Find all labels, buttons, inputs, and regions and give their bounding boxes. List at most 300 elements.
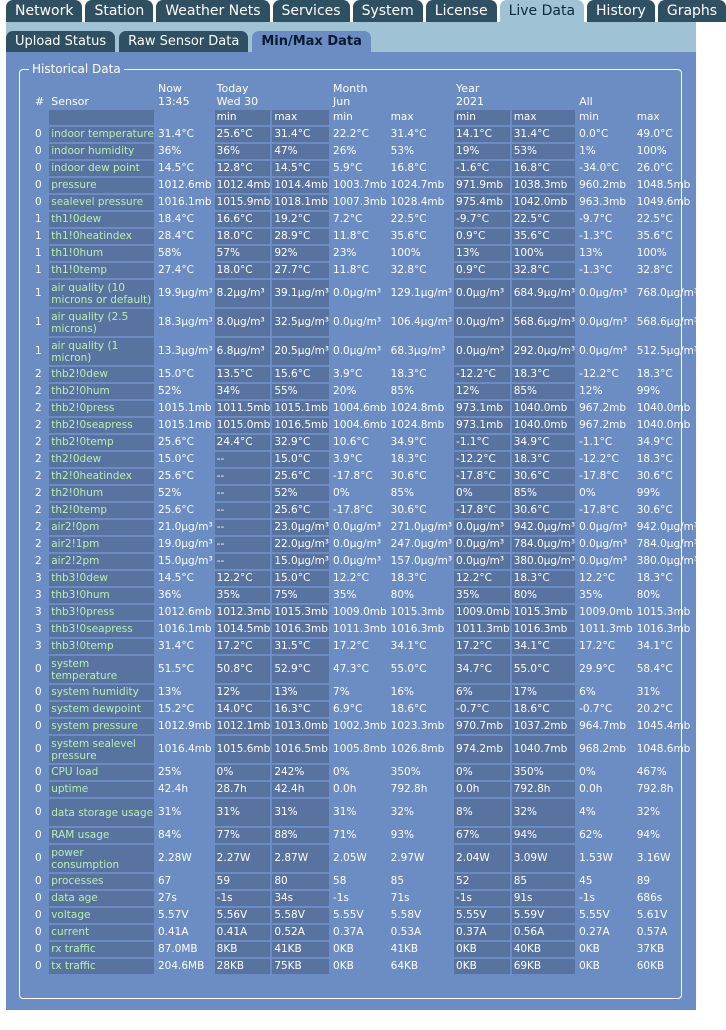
value-now: 15.0µg/m³ [157, 555, 213, 567]
value-year-max: 22.5°C [512, 212, 575, 227]
value-month-min: -1s [333, 892, 349, 904]
row-index: 3 [35, 572, 42, 584]
value-today-max: 16.3°C [272, 702, 329, 717]
value-year-min: -12.2°C [454, 452, 510, 467]
value-year-min: 35% [454, 588, 510, 603]
value-year-min: 13% [454, 246, 510, 261]
value-year-max: 53% [512, 144, 575, 159]
value-month-min: 31% [333, 806, 357, 818]
value-year-min: 0% [454, 486, 510, 501]
value-year-max: 40KB [512, 942, 575, 957]
row-index: 1 [35, 264, 42, 276]
value-now: 14.5°C [157, 572, 194, 584]
row-index: 0 [35, 766, 42, 778]
value-all-max: 1015.3mb [636, 606, 691, 618]
value-now: 5.57V [157, 909, 189, 921]
value-year-min: 0.0µg/m³ [454, 520, 510, 535]
table-row [33, 925, 698, 940]
value-month-min: 11.8°C [333, 264, 369, 276]
value-year-max: 18.3°C [512, 571, 575, 586]
header-today-label: Today [216, 82, 249, 95]
value-now: 28.4°C [157, 230, 194, 242]
table-row [33, 367, 698, 382]
value-year-max: 32.8°C [512, 263, 575, 278]
value-all-max: 35.6°C [636, 230, 673, 242]
value-today-max: 15.0°C [272, 452, 329, 467]
subheader-today-max: max [272, 110, 329, 125]
value-today-min: 13.5°C [215, 367, 271, 382]
sensor-name: th1!0dew [49, 212, 154, 227]
tab-license[interactable]: License [426, 0, 497, 22]
value-today-min: 8.0µg/m³ [215, 309, 271, 336]
sensor-name: thb3!0press [49, 605, 154, 620]
value-month-min: 5.9°C [333, 162, 363, 174]
tab-history[interactable]: History [587, 0, 655, 22]
value-year-max: 1040.0mb [512, 418, 575, 433]
value-month-max: 1023.3mb [390, 720, 445, 732]
value-all-max: 18.3°C [636, 368, 673, 380]
value-year-min: -9.7°C [454, 212, 510, 227]
value-month-max: 16.8°C [390, 162, 427, 174]
value-month-max: 85 [390, 875, 405, 887]
value-today-max: 20.5µg/m³ [272, 338, 329, 365]
value-today-max: 5.58V [272, 908, 329, 923]
subheader-all-max: max [636, 111, 660, 123]
value-all-min: 967.2mb [579, 402, 627, 414]
sensor-name: air quality (1 micron) [49, 338, 154, 365]
value-month-max: 30.6°C [390, 470, 427, 482]
table-row [33, 229, 698, 244]
tab-system[interactable]: System [353, 0, 423, 22]
value-now: 31% [157, 806, 182, 818]
row-index: 0 [35, 145, 42, 157]
value-month-min: 71% [333, 829, 357, 841]
value-all-max: 58.4°C [636, 663, 673, 675]
value-today-min: 24.4°C [215, 435, 271, 450]
value-month-min: 35% [333, 589, 357, 601]
value-today-max: 25.6°C [272, 469, 329, 484]
sensor-name: th1!0hum [49, 246, 154, 261]
table-row [33, 127, 698, 142]
sensor-name: tx traffic [49, 959, 154, 974]
value-now: 25.6°C [157, 470, 194, 482]
sensor-name: indoor humidity [49, 144, 154, 159]
value-today-max: 15.0µg/m³ [274, 555, 330, 567]
value-month-min: 6.9°C [333, 703, 363, 715]
value-now: 1016.1mb [157, 623, 212, 635]
value-all-max: 1048.5mb [636, 179, 691, 191]
value-today-max: 15.0°C [272, 571, 329, 586]
sensor-name: RAM usage [49, 828, 154, 843]
subheader-blank [33, 110, 47, 125]
value-today-min: 1012.3mb [216, 606, 271, 618]
tab-upload-status[interactable]: Upload Status [6, 31, 115, 52]
value-month-max: 100% [390, 247, 421, 259]
value-month-min: 0KB [333, 960, 354, 972]
value-all-max: 30.6°C [636, 504, 673, 516]
row-index: 0 [35, 960, 42, 972]
value-today-min: 50.8°C [215, 656, 271, 683]
row-index: 1 [35, 316, 42, 328]
value-today-min: -- [215, 503, 271, 518]
row-index: 2 [35, 521, 42, 533]
tab-raw-sensor-data[interactable]: Raw Sensor Data [119, 31, 248, 52]
value-all-max: 22.5°C [636, 213, 673, 225]
value-today-min: 14.0°C [215, 702, 271, 717]
row-index: 0 [35, 909, 42, 921]
value-month-min: 5.55V [333, 909, 364, 921]
value-year-max: 0.56A [512, 925, 575, 940]
sensor-name: system dewpoint [49, 702, 154, 717]
value-year-max: 35.6°C [512, 229, 575, 244]
value-month-min: 12.2°C [333, 572, 369, 584]
table-header-row [33, 82, 698, 108]
value-year-min: 19% [454, 144, 510, 159]
value-month-max: 2.97W [390, 852, 425, 864]
value-today-min: 1015.6mb [215, 736, 271, 763]
sensor-name: data storage usage [49, 799, 154, 826]
sensor-name: th1!0temp [49, 263, 154, 278]
value-now: 0.41A [157, 926, 189, 938]
sensor-name: thb2!0temp [49, 435, 154, 450]
value-all-min: -17.8°C [579, 470, 619, 482]
value-all-min: 0.0µg/m³ [579, 316, 628, 328]
value-today-min: 36% [215, 144, 271, 159]
value-year-min: 17.2°C [454, 639, 510, 654]
value-today-min: 18.0°C [215, 263, 271, 278]
row-index: 1 [35, 345, 42, 357]
value-all-max: 34.1°C [636, 640, 673, 652]
value-year-min: 6% [454, 685, 510, 700]
sensor-name: thb3!0hum [49, 588, 154, 603]
sensor-name: thb2!0press [49, 401, 154, 416]
value-all-min: 960.2mb [579, 179, 627, 191]
value-today-max: 55% [272, 384, 329, 399]
sensor-name: thb2!0seapress [49, 418, 154, 433]
value-year-max: 1042.0mb [512, 195, 575, 210]
sensor-name: system sealevel pressure [49, 736, 154, 763]
value-year-min: 974.2mb [454, 736, 510, 763]
value-all-max: 380.0µg/m³ [636, 555, 699, 567]
value-today-min: -- [215, 486, 271, 501]
value-now: 204.6MB [157, 960, 205, 972]
value-year-max: 100% [512, 246, 575, 261]
value-year-max: 350% [512, 765, 575, 780]
value-all-min: 0.0µg/m³ [579, 538, 628, 550]
value-year-max: 55.0°C [512, 656, 575, 683]
value-all-min: 0% [579, 487, 596, 499]
value-all-max: 32.8°C [636, 264, 673, 276]
value-all-min: 0.27A [579, 926, 610, 938]
value-month-min: 17.2°C [333, 640, 369, 652]
value-year-min: 0KB [454, 942, 510, 957]
value-all-min: 45 [579, 875, 593, 887]
value-all-min: 12% [579, 385, 603, 397]
value-month-max: 55.0°C [390, 663, 427, 675]
value-month-max: 68.3µg/m³ [390, 345, 446, 357]
sensor-name: th2!0heatindex [49, 469, 154, 484]
value-month-min: 0% [333, 766, 350, 778]
value-month-max: 1026.8mb [390, 743, 445, 755]
value-all-min: 6% [579, 686, 596, 698]
value-month-min: 7% [333, 686, 350, 698]
table-row [33, 782, 698, 797]
value-month-max: 32% [390, 806, 414, 818]
value-year-min: 1009.0mb [456, 606, 510, 618]
value-all-max: 1049.6mb [636, 196, 691, 208]
value-today-min: 1015.0mb [216, 419, 271, 431]
value-all-min: 0.0µg/m³ [579, 555, 628, 567]
row-index: 0 [35, 196, 42, 208]
value-all-max: 99% [636, 487, 661, 499]
table-row [33, 503, 698, 518]
value-month-max: 34.9°C [390, 436, 427, 448]
sensor-name: air2!2pm [49, 554, 154, 569]
value-month-max: 18.3°C [390, 453, 427, 465]
header-year-label: Year [456, 82, 480, 95]
sensor-name: thb3!0dew [49, 571, 154, 586]
value-year-min: 0KB [454, 959, 510, 974]
value-today-max: 92% [272, 246, 329, 261]
value-year-min: 1011.3mb [456, 623, 510, 635]
value-month-max: 106.4µg/m³ [390, 316, 453, 328]
value-all-min: 13% [579, 247, 603, 259]
value-month-min: 1007.3mb [333, 196, 387, 208]
value-month-max: 85% [390, 385, 414, 397]
sensor-name: thb2!0hum [49, 384, 154, 399]
value-all-min: -12.2°C [579, 453, 619, 465]
value-all-min: 1009.0mb [579, 606, 633, 618]
row-index: 1 [35, 287, 42, 299]
table-row [33, 520, 698, 535]
table-row [33, 469, 698, 484]
sensor-name: th2!0temp [49, 503, 154, 518]
value-year-max: 292.0µg/m³ [512, 338, 575, 365]
value-year-min: 52 [454, 874, 510, 889]
value-today-min: 18.0°C [215, 229, 271, 244]
value-today-max: 22.0µg/m³ [274, 538, 330, 550]
value-month-max: 53% [390, 145, 414, 157]
value-all-min: 1011.3mb [579, 623, 633, 635]
value-year-min: 973.1mb [454, 418, 510, 433]
value-year-max: 5.59V [512, 908, 575, 923]
value-all-min: 964.7mb [579, 720, 627, 732]
value-year-min: -17.8°C [454, 503, 510, 518]
tab-station[interactable]: Station [85, 0, 153, 22]
value-now: 31.4°C [157, 128, 194, 140]
value-now: 31.4°C [157, 640, 194, 652]
value-today-min: 8KB [215, 942, 271, 957]
value-month-min: 10.6°C [333, 436, 369, 448]
value-month-max: 64KB [390, 960, 419, 972]
value-year-max: 1037.2mb [512, 719, 575, 734]
row-index: 0 [35, 703, 42, 715]
value-all-max: 60KB [636, 960, 665, 972]
value-year-max: 942.0µg/m³ [513, 521, 576, 533]
value-all-max: 18.3°C [636, 572, 673, 584]
row-index: 3 [35, 640, 42, 652]
value-month-max: 80% [390, 589, 414, 601]
value-today-min: 57% [215, 246, 271, 261]
value-month-max: 157.0µg/m³ [390, 555, 453, 567]
value-month-max: 5.58V [390, 909, 422, 921]
table-row [33, 212, 698, 227]
sensor-name: air2!0pm [49, 520, 154, 535]
value-year-max: 34.9°C [512, 435, 575, 450]
sensor-name: thb2!0dew [49, 367, 154, 382]
row-index: 0 [35, 128, 42, 140]
table-row [33, 435, 698, 450]
value-today-max: 31.5°C [272, 639, 329, 654]
value-month-min: 23% [333, 247, 357, 259]
value-today-max: 47% [272, 144, 329, 159]
value-month-max: 1016.3mb [390, 623, 445, 635]
value-today-max: 28.9°C [272, 229, 329, 244]
value-year-max: 30.6°C [512, 503, 575, 518]
value-all-min: 62% [579, 829, 603, 841]
tab-services[interactable]: Services [273, 0, 350, 22]
value-year-min: 970.7mb [454, 719, 510, 734]
value-now: 19.0µg/m³ [157, 538, 213, 550]
value-now: 1012.6mb [157, 606, 212, 618]
value-month-min: 47.3°C [333, 663, 369, 675]
value-now: 84% [157, 829, 182, 841]
value-all-min: -34.0°C [579, 162, 619, 174]
value-year-min: -17.8°C [454, 469, 510, 484]
value-month-min: 1011.3mb [333, 623, 387, 635]
tab-graphs[interactable]: Graphs [658, 0, 726, 22]
table-body [33, 127, 698, 974]
tab-weather-nets[interactable]: Weather Nets [156, 0, 269, 22]
content-panel [6, 52, 699, 1010]
value-year-min: 0.9°C [454, 229, 510, 244]
value-all-max: 1048.6mb [636, 743, 691, 755]
row-index: 2 [35, 402, 42, 414]
value-today-max: 80 [272, 874, 329, 889]
value-month-max: 32.8°C [390, 264, 427, 276]
value-today-max: 52% [272, 486, 329, 501]
value-today-max: 75KB [272, 959, 329, 974]
sensor-name: current [49, 925, 154, 940]
tab-network[interactable]: Network [6, 0, 82, 22]
value-today-max: 32.9°C [272, 435, 329, 450]
value-year-min: -12.2°C [454, 367, 510, 382]
value-all-max: 467% [636, 766, 667, 778]
value-all-max: 100% [636, 247, 667, 259]
value-month-min: 0.0µg/m³ [333, 287, 382, 299]
value-now: 13% [157, 686, 182, 698]
row-index: 0 [35, 829, 42, 841]
value-month-min: 3.9°C [333, 453, 363, 465]
value-month-min: -17.8°C [333, 470, 373, 482]
value-all-max: 80% [636, 589, 661, 601]
value-today-max: 14.5°C [272, 161, 329, 176]
top-nav-tabs [6, 0, 726, 22]
value-all-max: 99% [636, 385, 661, 397]
value-year-max: 85 [512, 874, 575, 889]
value-year-max: 85% [512, 384, 575, 399]
sensor-name: th2!0dew [49, 452, 154, 467]
value-month-max: 350% [390, 766, 421, 778]
value-today-max: 31.4°C [272, 127, 329, 142]
table-row [33, 571, 698, 586]
value-today-min: 59 [215, 874, 271, 889]
row-index: 0 [35, 926, 42, 938]
value-today-min: 28.7h [215, 782, 271, 797]
table-subheader-row [33, 110, 698, 125]
value-month-max: 34.1°C [390, 640, 427, 652]
value-month-min: 7.2°C [333, 213, 363, 225]
header-index: # [35, 95, 45, 108]
value-month-max: 1028.4mb [390, 196, 445, 208]
tab-live-data[interactable]: Live Data [500, 0, 584, 22]
value-year-max: 16.8°C [512, 161, 575, 176]
value-month-max: 1024.8mb [390, 402, 445, 414]
value-today-max: 1016.5mb [272, 736, 329, 763]
sensor-name: system temperature [49, 656, 154, 683]
table-row [33, 178, 698, 193]
row-index: 2 [35, 487, 42, 499]
value-year-max: 31.4°C [512, 127, 575, 142]
value-year-max: 1040.7mb [512, 736, 575, 763]
table-row [33, 845, 698, 872]
row-index: 0 [35, 663, 42, 675]
value-month-min: 20% [333, 385, 357, 397]
value-today-min: 17.2°C [215, 639, 271, 654]
value-today-max: 88% [272, 828, 329, 843]
value-now: 27.4°C [157, 264, 194, 276]
value-all-max: 37KB [636, 943, 665, 955]
value-today-min: 16.6°C [215, 212, 271, 227]
tab-min-max-data[interactable]: Min/Max Data [252, 31, 371, 52]
value-all-min: 968.2mb [579, 743, 627, 755]
row-index: 1 [35, 247, 42, 259]
row-index: 0 [35, 783, 42, 795]
value-today-max: 13% [272, 685, 329, 700]
row-index: 3 [35, 589, 42, 601]
header-month-name: Jun [333, 95, 351, 108]
value-today-min: 5.56V [215, 908, 271, 923]
value-today-min: -- [215, 554, 271, 569]
value-now: 19.9µg/m³ [157, 287, 213, 299]
table-row [33, 486, 698, 501]
value-now: 1016.1mb [157, 196, 212, 208]
row-index: 0 [35, 720, 42, 732]
value-year-max: 1015.3mb [512, 605, 575, 620]
value-all-max: 89 [636, 875, 651, 887]
value-today-max: 1018.1mb [274, 196, 328, 208]
value-all-max: 686s [636, 892, 663, 904]
value-month-min: 0.37A [333, 926, 364, 938]
value-month-min: 0.0h [333, 783, 357, 795]
value-year-min: 12% [454, 384, 510, 399]
value-month-max: 35.6°C [390, 230, 427, 242]
row-index: 2 [35, 453, 42, 465]
table-row [33, 537, 698, 552]
value-today-max: 34s [272, 891, 329, 906]
table-row [33, 719, 698, 734]
value-year-max: 1040.0mb [512, 401, 575, 416]
value-now: 15.2°C [157, 703, 194, 715]
value-month-max: 0.53A [390, 926, 422, 938]
value-today-min: 1012.1mb [216, 720, 271, 732]
value-all-max: 94% [636, 829, 661, 841]
value-year-max: 94% [512, 828, 575, 843]
value-today-max: 15.6°C [272, 367, 329, 382]
value-year-max: 69KB [512, 959, 575, 974]
value-year-min: 67% [454, 828, 510, 843]
value-all-min: 963.3mb [579, 196, 627, 208]
